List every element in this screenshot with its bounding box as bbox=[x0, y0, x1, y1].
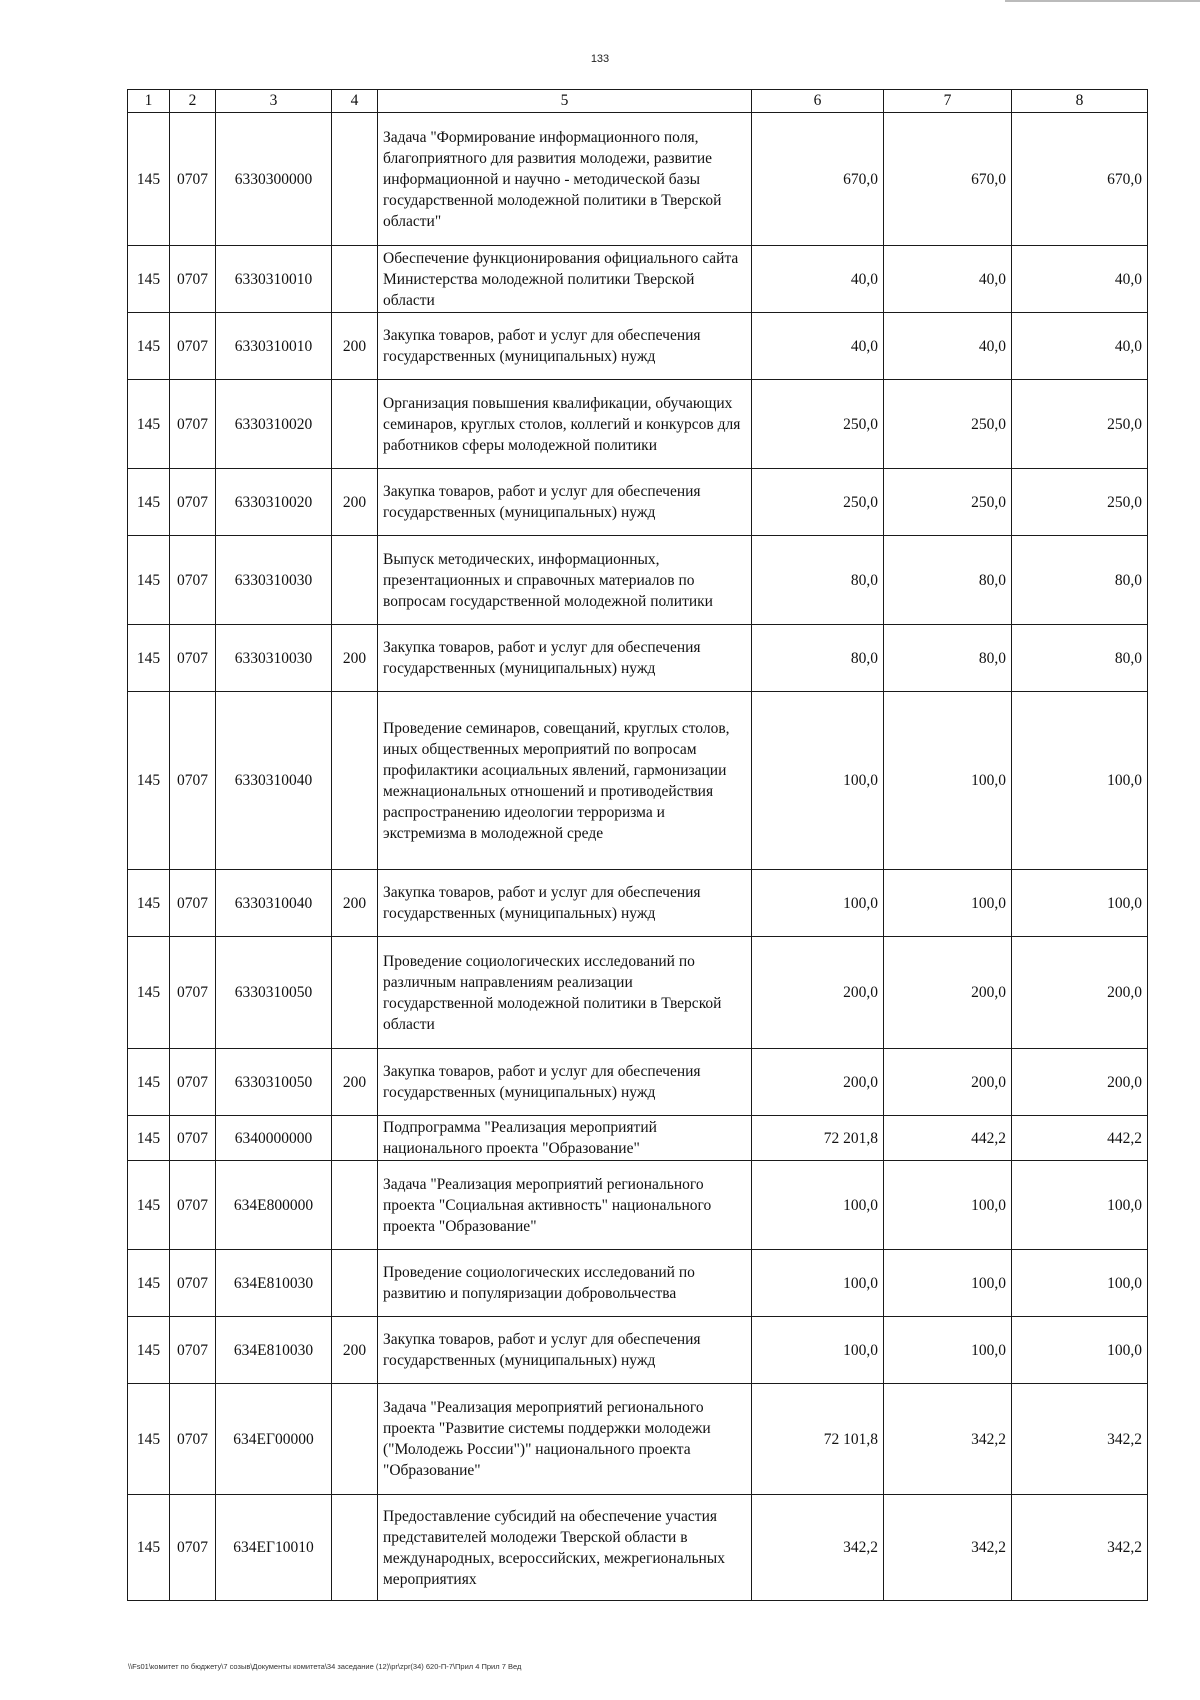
column-header: 8 bbox=[1012, 90, 1148, 113]
cell-amount-3: 342,2 bbox=[1012, 1384, 1148, 1495]
cell-ministry-code: 145 bbox=[128, 1250, 170, 1317]
cell-target-code: 6330310050 bbox=[216, 937, 332, 1049]
cell-amount-2: 80,0 bbox=[884, 625, 1012, 692]
cell-description: Закупка товаров, работ и услуг для обеспечения государственных (муниципальных) нужд bbox=[378, 313, 752, 380]
cell-amount-2: 40,0 bbox=[884, 313, 1012, 380]
cell-amount-2: 342,2 bbox=[884, 1495, 1012, 1601]
column-header: 6 bbox=[752, 90, 884, 113]
table-row bbox=[128, 1384, 1148, 1495]
page-number: 133 bbox=[590, 53, 610, 65]
footer-file-path: \\Fs01\комитет по бюджету\7 созыв\Документы комитета\34 заседание (12)\pr\zpr(34) 620-П-7\Прил 4 Прил 7 Вед bbox=[128, 1662, 522, 1671]
cell-target-code: 6330310010 bbox=[216, 313, 332, 380]
cell-description: Закупка товаров, работ и услуг для обеспечения государственных (муниципальных) нужд bbox=[378, 870, 752, 937]
cell-target-code: 6330310010 bbox=[216, 246, 332, 313]
cell-amount-1: 100,0 bbox=[752, 1317, 884, 1384]
cell-amount-1: 200,0 bbox=[752, 1049, 884, 1116]
cell-amount-3: 250,0 bbox=[1012, 380, 1148, 469]
cell-expense-type bbox=[332, 113, 378, 246]
cell-amount-2: 100,0 bbox=[884, 870, 1012, 937]
cell-description: Задача "Формирование информационного поля, благоприятного для развития молодежи, развитие информационной и научно - методической базы государственной молодежной политики в Тверской области" bbox=[378, 113, 752, 246]
cell-target-code: 634E810030 bbox=[216, 1317, 332, 1384]
cell-description: Проведение социологических исследований по развитию и популяризации добровольчества bbox=[378, 1250, 752, 1317]
cell-amount-2: 100,0 bbox=[884, 1161, 1012, 1250]
cell-section-code: 0707 bbox=[170, 1116, 216, 1161]
cell-ministry-code: 145 bbox=[128, 1384, 170, 1495]
cell-ministry-code: 145 bbox=[128, 625, 170, 692]
table-row bbox=[128, 625, 1148, 692]
cell-amount-3: 100,0 bbox=[1012, 870, 1148, 937]
column-header: 7 bbox=[884, 90, 1012, 113]
cell-amount-1: 40,0 bbox=[752, 313, 884, 380]
cell-ministry-code: 145 bbox=[128, 692, 170, 870]
table-row bbox=[128, 692, 1148, 870]
cell-section-code: 0707 bbox=[170, 1317, 216, 1384]
cell-target-code: 6330310030 bbox=[216, 536, 332, 625]
cell-target-code: 6330310040 bbox=[216, 692, 332, 870]
cell-ministry-code: 145 bbox=[128, 246, 170, 313]
cell-amount-2: 100,0 bbox=[884, 1250, 1012, 1317]
cell-amount-3: 200,0 bbox=[1012, 1049, 1148, 1116]
cell-amount-2: 200,0 bbox=[884, 937, 1012, 1049]
table-row bbox=[128, 1495, 1148, 1601]
cell-description: Закупка товаров, работ и услуг для обеспечения государственных (муниципальных) нужд bbox=[378, 1049, 752, 1116]
cell-amount-2: 100,0 bbox=[884, 692, 1012, 870]
cell-section-code: 0707 bbox=[170, 246, 216, 313]
cell-amount-3: 80,0 bbox=[1012, 625, 1148, 692]
cell-expense-type: 200 bbox=[332, 1049, 378, 1116]
table-row bbox=[128, 1049, 1148, 1116]
cell-expense-type bbox=[332, 692, 378, 870]
cell-target-code: 6330310030 bbox=[216, 625, 332, 692]
cell-ministry-code: 145 bbox=[128, 1495, 170, 1601]
cell-ministry-code: 145 bbox=[128, 380, 170, 469]
column-header: 2 bbox=[170, 90, 216, 113]
cell-ministry-code: 145 bbox=[128, 1049, 170, 1116]
cell-target-code: 634EГ00000 bbox=[216, 1384, 332, 1495]
cell-amount-3: 200,0 bbox=[1012, 937, 1148, 1049]
cell-amount-3: 250,0 bbox=[1012, 469, 1148, 536]
cell-section-code: 0707 bbox=[170, 625, 216, 692]
cell-section-code: 0707 bbox=[170, 1161, 216, 1250]
cell-expense-type: 200 bbox=[332, 1317, 378, 1384]
cell-amount-1: 250,0 bbox=[752, 469, 884, 536]
cell-section-code: 0707 bbox=[170, 113, 216, 246]
table-header-row bbox=[128, 90, 1148, 113]
cell-section-code: 0707 bbox=[170, 937, 216, 1049]
cell-amount-1: 72 101,8 bbox=[752, 1384, 884, 1495]
cell-target-code: 6330310050 bbox=[216, 1049, 332, 1116]
cell-amount-3: 442,2 bbox=[1012, 1116, 1148, 1161]
cell-ministry-code: 145 bbox=[128, 113, 170, 246]
table-row bbox=[128, 1317, 1148, 1384]
cell-amount-2: 342,2 bbox=[884, 1384, 1012, 1495]
cell-ministry-code: 145 bbox=[128, 937, 170, 1049]
table-row bbox=[128, 469, 1148, 536]
table-row bbox=[128, 536, 1148, 625]
scan-edge-mark bbox=[1005, 0, 1200, 2]
cell-section-code: 0707 bbox=[170, 870, 216, 937]
cell-target-code: 6340000000 bbox=[216, 1116, 332, 1161]
cell-amount-1: 80,0 bbox=[752, 536, 884, 625]
cell-section-code: 0707 bbox=[170, 1495, 216, 1601]
cell-ministry-code: 145 bbox=[128, 1317, 170, 1384]
cell-section-code: 0707 bbox=[170, 1384, 216, 1495]
cell-description: Задача "Реализация мероприятий регионального проекта "Социальная активность" национального проекта "Образование" bbox=[378, 1161, 752, 1250]
cell-amount-2: 40,0 bbox=[884, 246, 1012, 313]
cell-amount-2: 442,2 bbox=[884, 1116, 1012, 1161]
cell-target-code: 634EГ10010 bbox=[216, 1495, 332, 1601]
cell-amount-1: 100,0 bbox=[752, 1250, 884, 1317]
table-row bbox=[128, 937, 1148, 1049]
cell-amount-2: 80,0 bbox=[884, 536, 1012, 625]
cell-amount-3: 80,0 bbox=[1012, 536, 1148, 625]
cell-expense-type: 200 bbox=[332, 870, 378, 937]
cell-ministry-code: 145 bbox=[128, 1116, 170, 1161]
cell-ministry-code: 145 bbox=[128, 536, 170, 625]
cell-expense-type bbox=[332, 1161, 378, 1250]
cell-expense-type: 200 bbox=[332, 625, 378, 692]
cell-target-code: 6330310040 bbox=[216, 870, 332, 937]
column-header: 4 bbox=[332, 90, 378, 113]
cell-amount-3: 100,0 bbox=[1012, 1161, 1148, 1250]
cell-expense-type bbox=[332, 1116, 378, 1161]
cell-amount-1: 100,0 bbox=[752, 1161, 884, 1250]
table-row bbox=[128, 113, 1148, 246]
cell-amount-3: 100,0 bbox=[1012, 692, 1148, 870]
cell-expense-type bbox=[332, 536, 378, 625]
cell-expense-type bbox=[332, 1384, 378, 1495]
column-header: 3 bbox=[216, 90, 332, 113]
cell-target-code: 6330300000 bbox=[216, 113, 332, 246]
table-row bbox=[128, 1161, 1148, 1250]
column-header: 5 bbox=[378, 90, 752, 113]
cell-amount-1: 200,0 bbox=[752, 937, 884, 1049]
cell-ministry-code: 145 bbox=[128, 313, 170, 380]
cell-amount-1: 670,0 bbox=[752, 113, 884, 246]
cell-target-code: 634E810030 bbox=[216, 1250, 332, 1317]
table-row bbox=[128, 246, 1148, 313]
cell-expense-type bbox=[332, 937, 378, 1049]
table-row bbox=[128, 1250, 1148, 1317]
cell-section-code: 0707 bbox=[170, 1250, 216, 1317]
cell-section-code: 0707 bbox=[170, 1049, 216, 1116]
cell-amount-3: 40,0 bbox=[1012, 313, 1148, 380]
cell-expense-type bbox=[332, 246, 378, 313]
cell-description: Задача "Реализация мероприятий регионального проекта "Развитие системы поддержки молодежи ("Молодежь России")" национального проекта "Образование" bbox=[378, 1384, 752, 1495]
budget-table bbox=[127, 89, 1148, 1601]
cell-amount-1: 342,2 bbox=[752, 1495, 884, 1601]
cell-expense-type: 200 bbox=[332, 313, 378, 380]
table-row bbox=[128, 380, 1148, 469]
cell-amount-1: 250,0 bbox=[752, 380, 884, 469]
cell-amount-3: 342,2 bbox=[1012, 1495, 1148, 1601]
cell-expense-type bbox=[332, 1495, 378, 1601]
cell-section-code: 0707 bbox=[170, 536, 216, 625]
cell-amount-2: 100,0 bbox=[884, 1317, 1012, 1384]
cell-amount-2: 200,0 bbox=[884, 1049, 1012, 1116]
cell-amount-1: 80,0 bbox=[752, 625, 884, 692]
column-header: 1 bbox=[128, 90, 170, 113]
table-row bbox=[128, 1116, 1148, 1161]
cell-amount-3: 100,0 bbox=[1012, 1250, 1148, 1317]
cell-section-code: 0707 bbox=[170, 313, 216, 380]
cell-amount-1: 40,0 bbox=[752, 246, 884, 313]
cell-description: Выпуск методических, информационных, презентационных и справочных материалов по вопросам государственной молодежной политики bbox=[378, 536, 752, 625]
cell-expense-type bbox=[332, 1250, 378, 1317]
cell-section-code: 0707 bbox=[170, 692, 216, 870]
cell-amount-3: 100,0 bbox=[1012, 1317, 1148, 1384]
cell-description: Обеспечение функционирования официального сайта Министерства молодежной политики Тверской области bbox=[378, 246, 752, 313]
cell-description: Закупка товаров, работ и услуг для обеспечения государственных (муниципальных) нужд bbox=[378, 625, 752, 692]
cell-description: Закупка товаров, работ и услуг для обеспечения государственных (муниципальных) нужд bbox=[378, 1317, 752, 1384]
cell-description: Предоставление субсидий на обеспечение участия представителей молодежи Тверской области в международных, всероссийских, межрегиональных мероприятиях bbox=[378, 1495, 752, 1601]
cell-amount-2: 250,0 bbox=[884, 380, 1012, 469]
cell-amount-1: 72 201,8 bbox=[752, 1116, 884, 1161]
cell-section-code: 0707 bbox=[170, 469, 216, 536]
cell-amount-2: 670,0 bbox=[884, 113, 1012, 246]
table-row bbox=[128, 313, 1148, 380]
cell-description: Подпрограмма "Реализация мероприятий национального проекта "Образование" bbox=[378, 1116, 752, 1161]
cell-amount-3: 40,0 bbox=[1012, 246, 1148, 313]
cell-ministry-code: 145 bbox=[128, 870, 170, 937]
cell-expense-type: 200 bbox=[332, 469, 378, 536]
cell-description: Проведение семинаров, совещаний, круглых столов, иных общественных мероприятий по вопросам профилактики асоциальных явлений, гармонизации межнациональных отношений и противодействия распространению идеологии терроризма и экстремизма в молодежной среде bbox=[378, 692, 752, 870]
cell-amount-1: 100,0 bbox=[752, 870, 884, 937]
cell-description: Проведение социологических исследований по различным направлениям реализации государственной молодежной политики в Тверской области bbox=[378, 937, 752, 1049]
cell-ministry-code: 145 bbox=[128, 1161, 170, 1250]
cell-target-code: 6330310020 bbox=[216, 380, 332, 469]
cell-target-code: 6330310020 bbox=[216, 469, 332, 536]
cell-amount-3: 670,0 bbox=[1012, 113, 1148, 246]
cell-description: Организация повышения квалификации, обучающих семинаров, круглых столов, коллегий и конкурсов для работников сферы молодежной политики bbox=[378, 380, 752, 469]
cell-amount-2: 250,0 bbox=[884, 469, 1012, 536]
cell-target-code: 634E800000 bbox=[216, 1161, 332, 1250]
cell-expense-type bbox=[332, 380, 378, 469]
cell-amount-1: 100,0 bbox=[752, 692, 884, 870]
cell-section-code: 0707 bbox=[170, 380, 216, 469]
cell-ministry-code: 145 bbox=[128, 469, 170, 536]
table-row bbox=[128, 870, 1148, 937]
cell-description: Закупка товаров, работ и услуг для обеспечения государственных (муниципальных) нужд bbox=[378, 469, 752, 536]
